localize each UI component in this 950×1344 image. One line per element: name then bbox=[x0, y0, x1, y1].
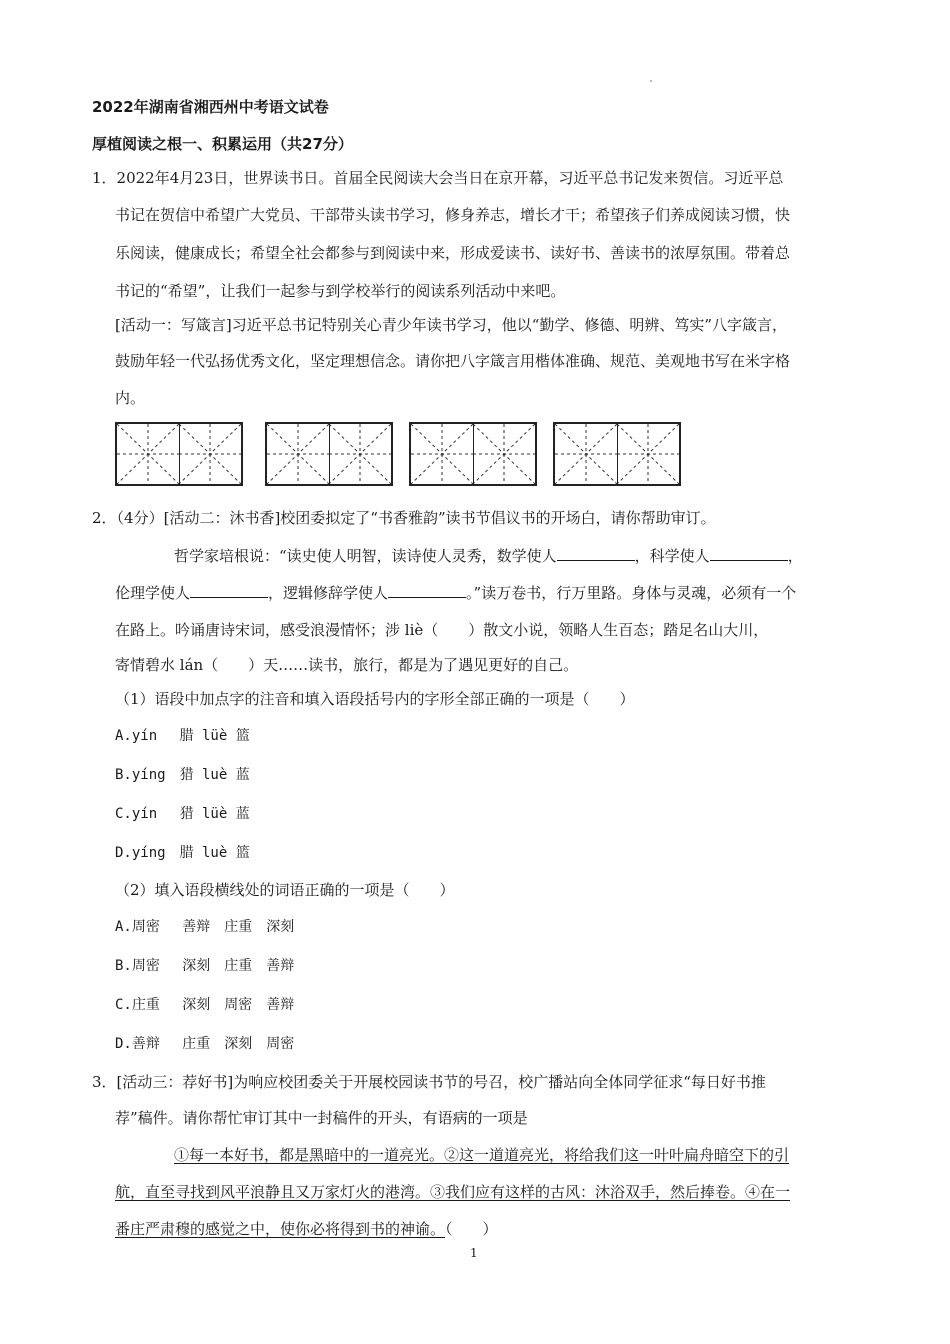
q1-line-7: 内。 bbox=[115, 389, 146, 407]
option-b[interactable]: B.周密 深刻 庄重 善辩 bbox=[115, 958, 295, 974]
q1-line-3: 乐阅读，健康成长；希望全社会都参与到阅读中来，形成爱读书、读好书、善读书的浓厚氛围。带着总 bbox=[115, 244, 791, 262]
q2-line-3 bbox=[115, 582, 796, 603]
mizige-cell[interactable] bbox=[555, 424, 617, 484]
mizige-cell[interactable] bbox=[179, 424, 241, 484]
mizige-grids bbox=[115, 422, 685, 488]
q2-text: 伦理学使人 bbox=[115, 584, 191, 602]
mizige-guides bbox=[555, 424, 617, 484]
mizige-cell[interactable] bbox=[411, 424, 473, 484]
q1-line-1: 1．2022年4月23日，世界读书日。首届全民阅读大会当日在京开幕，习近平总书记发来贺信。习近平总 bbox=[92, 169, 784, 187]
q2-sub1-prompt: （1）语段中加点字的注音和填入语段括号内的字形全部正确的一项是（ ） bbox=[115, 690, 635, 708]
mizige-guides bbox=[179, 424, 241, 484]
mizige-guides bbox=[617, 424, 679, 484]
q1-line-2: 书记在贺信中希望广大党员、干部带头读书学习，修身养志，增长才干；希望孩子们养成阅读习惯，快 bbox=[115, 206, 791, 224]
option-b[interactable]: B.yíng 猎 luè 蓝 bbox=[115, 767, 250, 783]
q1-line-5: [活动一：写箴言]习近平总书记特别关心青少年读书学习，他以“勤学、修德、明辨、笃实”八字箴言， bbox=[115, 316, 788, 334]
q2-sub2-prompt: （2）填入语段横线处的词语正确的一项是（ ） bbox=[115, 881, 455, 899]
mizige-guides bbox=[329, 424, 391, 484]
q3-passage-line-2: 航，直至寻找到风平浪静且又万家灯火的港湾。③我们应有这样的古风：沐浴双手，然后捧卷。④在一 bbox=[115, 1183, 791, 1201]
answer-blank-4[interactable] bbox=[388, 582, 466, 598]
q3-passage-line-3 bbox=[115, 1219, 498, 1239]
option-a[interactable]: A.周密 善辩 庄重 深刻 bbox=[115, 919, 295, 935]
q2-text: ， bbox=[787, 547, 803, 565]
q2-text: ，逻辑修辞学使人 bbox=[268, 584, 389, 602]
mizige-guides bbox=[117, 424, 179, 484]
q3-line-1: 3．[活动三：荐好书]为响应校团委关于开展校园读书节的号召，校广播站向全体同学征求“每日好书推 bbox=[92, 1073, 766, 1091]
q1-line-4: 书记的“希望”，让我们一起参与到学校举行的阅读系列活动中来吧。 bbox=[115, 282, 566, 300]
section-heading: 厚植阅读之根一、积累运用（共27分） bbox=[92, 135, 353, 153]
mizige-cell[interactable] bbox=[617, 424, 679, 484]
q2-text: ，科学使人 bbox=[634, 547, 710, 565]
option-d[interactable]: D.yíng 腊 luè 篮 bbox=[115, 845, 250, 861]
answer-bracket[interactable]: （ ） bbox=[445, 1220, 498, 1238]
option-d[interactable]: D.善辩 庄重 深刻 周密 bbox=[115, 1036, 295, 1052]
mizige-pair-4[interactable] bbox=[553, 422, 681, 486]
q2-line-5: 寄情碧水 lán（ ）天……读书，旅行，都是为了遇见更好的自己。 bbox=[115, 656, 579, 674]
answer-blank-3[interactable] bbox=[190, 582, 268, 598]
mizige-pair-2[interactable] bbox=[265, 422, 393, 486]
exam-title: 2022年湖南省湘西州中考语文试卷 bbox=[92, 98, 329, 116]
speck bbox=[650, 80, 652, 82]
page-number: 1 bbox=[470, 1246, 478, 1260]
option-c[interactable]: C.庄重 深刻 周密 善辩 bbox=[115, 997, 295, 1013]
mizige-guides bbox=[411, 424, 473, 484]
mizige-cell[interactable] bbox=[473, 424, 535, 484]
answer-blank-2[interactable] bbox=[710, 545, 788, 561]
q2-line-1: 2．（4分）[活动二：沐书香]校团委拟定了“书香雅韵”读书节倡议书的开场白，请你帮助审订。 bbox=[92, 509, 716, 527]
q3-passage-line-1: ①每一本好书，都是黑暗中的一道亮光。②这一道道亮光，将给我们这一叶叶扁舟暗空下的引 bbox=[174, 1146, 790, 1164]
q2-text: 哲学家培根说：“读史使人明智，读诗使人灵秀，数学使人 bbox=[174, 547, 557, 565]
option-c[interactable]: C.yín 猎 lüè 蓝 bbox=[115, 806, 250, 822]
mizige-guides bbox=[473, 424, 535, 484]
option-a[interactable]: A.yín 腊 lüè 篮 bbox=[115, 728, 250, 744]
mizige-pair-1[interactable] bbox=[115, 422, 243, 486]
q2-line-2 bbox=[174, 545, 803, 566]
mizige-cell[interactable] bbox=[267, 424, 329, 484]
q1-line-6: 鼓励年轻一代弘扬优秀文化，坚定理想信念。请你把八字箴言用楷体准确、规范、美观地书写在米字格 bbox=[115, 352, 791, 370]
q3-line-2: 荐”稿件。请你帮忙审订其中一封稿件的开头，有语病的一项是 bbox=[115, 1109, 528, 1127]
mizige-guides bbox=[267, 424, 329, 484]
mizige-cell[interactable] bbox=[329, 424, 391, 484]
mizige-pair-3[interactable] bbox=[409, 422, 537, 486]
mizige-cell[interactable] bbox=[117, 424, 179, 484]
q3-passage-text: 番庄严肃穆的感觉之中，使你必将得到书的神谕。 bbox=[115, 1220, 446, 1238]
q2-line-4: 在路上。吟诵唐诗宋词，感受浪漫情怀；涉 liè（ ）散文小说，领略人生百态；踏足名山大川， bbox=[115, 621, 769, 639]
answer-blank-1[interactable] bbox=[557, 545, 635, 561]
q2-text: 。”读万卷书，行万里路。身体与灵魂，必须有一个 bbox=[466, 584, 797, 602]
